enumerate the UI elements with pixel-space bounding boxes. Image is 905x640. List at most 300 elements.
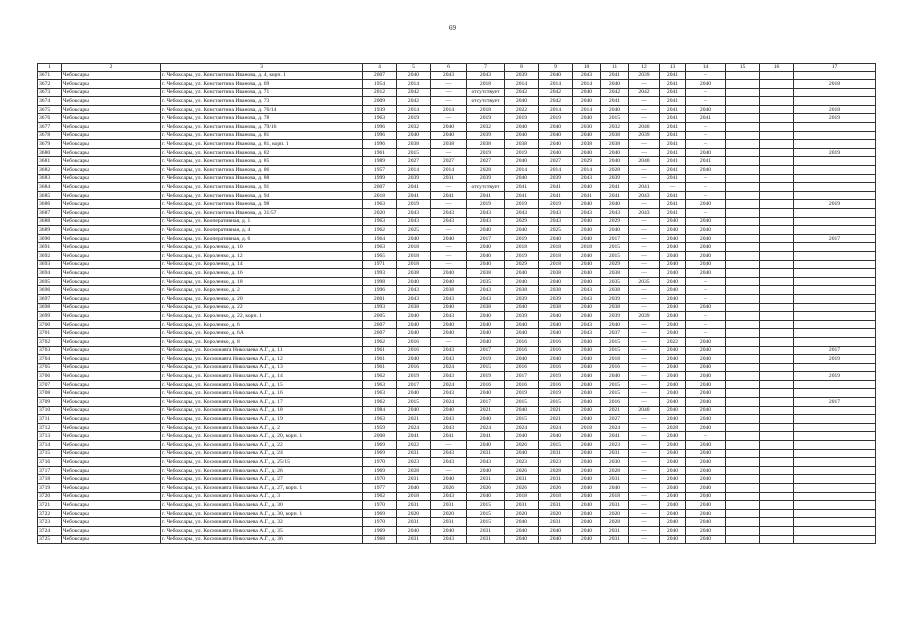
table-cell: Чебоксары: [62, 131, 161, 140]
table-cell: 2019: [467, 355, 505, 364]
table-cell: [726, 501, 760, 510]
table-cell: 2041: [539, 191, 573, 200]
table-cell: 2040: [686, 501, 726, 510]
table-cell: 2038: [397, 303, 431, 312]
table-cell: —: [629, 303, 660, 312]
table-cell: 2040: [686, 243, 726, 252]
table-cell: 2040: [660, 466, 686, 475]
table-cell: —: [629, 286, 660, 295]
table-cell: 2018: [794, 80, 876, 89]
table-cell: 2018: [794, 105, 876, 114]
table-cell: [726, 209, 760, 218]
table-cell: 2040: [539, 535, 573, 544]
table-row: [38, 200, 876, 209]
table-cell: [794, 484, 876, 493]
table-cell: —: [629, 200, 660, 209]
table-cell: [726, 509, 760, 518]
table-cell: 2023: [539, 458, 573, 467]
table-cell: 2038: [431, 140, 467, 149]
table-cell: 2043: [629, 191, 660, 200]
table-row: [38, 312, 876, 321]
table-cell: 1969: [363, 509, 397, 518]
table-cell: —: [431, 337, 467, 346]
table-cell: –: [686, 174, 726, 183]
table-cell: 2040: [539, 320, 573, 329]
table-cell: г. Чебоксары, ул. Космонавта Николаева А.Г., д. 36: [161, 535, 363, 544]
table-cell: 2040: [431, 329, 467, 338]
table-cell: [794, 449, 876, 458]
table-cell: 2040: [397, 484, 431, 493]
table-cell: [794, 406, 876, 415]
table-cell: 1965: [363, 251, 397, 260]
table-cell: 2039: [505, 312, 539, 321]
table-cell: 2014: [397, 80, 431, 89]
table-cell: –: [686, 312, 726, 321]
column-header: 14: [686, 64, 726, 72]
table-cell: 2005: [363, 312, 397, 321]
table-cell: 3718: [38, 475, 62, 484]
table-cell: 2040: [686, 148, 726, 157]
table-cell: 1970: [363, 458, 397, 467]
table-cell: 2040: [686, 423, 726, 432]
table-cell: 2017: [505, 372, 539, 381]
table-row: [38, 286, 876, 295]
table-cell: г. Чебоксары, ул. Космонавта Николаева А.Г., д. 14: [161, 372, 363, 381]
table-cell: —: [629, 363, 660, 372]
table-cell: [760, 260, 794, 269]
table-cell: 2009: [363, 97, 397, 106]
table-cell: 2040: [686, 260, 726, 269]
table-cell: —: [629, 260, 660, 269]
table-cell: [760, 380, 794, 389]
table-cell: 3673: [38, 88, 62, 97]
table-cell: 2040: [660, 380, 686, 389]
table-cell: 2040: [539, 234, 573, 243]
table-cell: 3682: [38, 166, 62, 175]
table-cell: 1971: [363, 260, 397, 269]
table-cell: 2043: [431, 449, 467, 458]
table-cell: —: [431, 466, 467, 475]
table-row: [38, 406, 876, 415]
table-cell: 2019: [467, 200, 505, 209]
table-cell: [760, 88, 794, 97]
table-cell: 2042: [539, 88, 573, 97]
table-cell: 2040: [686, 105, 726, 114]
table-cell: 1984: [363, 406, 397, 415]
table-cell: 2030: [601, 458, 629, 467]
table-cell: 3705: [38, 363, 62, 372]
table-cell: 2039: [629, 71, 660, 80]
table-cell: —: [629, 432, 660, 441]
table-cell: 2043: [539, 209, 573, 218]
table-cell: 2040: [573, 372, 601, 381]
table-cell: Чебоксары: [62, 432, 161, 441]
table-cell: г. Чебоксары, ул. Константина Иванова, д. 69: [161, 80, 363, 89]
table-cell: Чебоксары: [62, 509, 161, 518]
table-cell: 2018: [573, 423, 601, 432]
table-cell: 3680: [38, 148, 62, 157]
table-cell: 2040: [397, 389, 431, 398]
table-cell: 2040: [573, 337, 601, 346]
table-cell: [760, 174, 794, 183]
table-cell: 3701: [38, 329, 62, 338]
table-cell: 2015: [601, 337, 629, 346]
table-cell: 1961: [363, 355, 397, 364]
table-cell: г. Чебоксары, ул. Космонавта Николаева А.Г., д. 15: [161, 380, 363, 389]
table-cell: 2014: [505, 80, 539, 89]
table-cell: 2040: [686, 398, 726, 407]
table-cell: 2040: [573, 380, 601, 389]
table-cell: 2040: [467, 415, 505, 424]
table-cell: 2015: [467, 501, 505, 510]
table-cell: 2019: [467, 114, 505, 123]
table-cell: 2040: [505, 174, 539, 183]
table-cell: 2038: [397, 140, 431, 149]
table-cell: 2040: [397, 131, 431, 140]
table-cell: 3710: [38, 406, 62, 415]
table-cell: 2017: [601, 234, 629, 243]
table-row: [38, 320, 876, 329]
table-cell: 2031: [539, 518, 573, 527]
table-cell: 2019: [397, 200, 431, 209]
table-cell: –: [686, 191, 726, 200]
table-cell: [794, 380, 876, 389]
table-cell: 3696: [38, 286, 62, 295]
table-cell: 3677: [38, 123, 62, 132]
table-cell: 2026: [505, 484, 539, 493]
table-cell: 2018: [363, 191, 397, 200]
table-cell: 3725: [38, 535, 62, 544]
table-cell: 2015: [539, 441, 573, 450]
table-cell: 3719: [38, 484, 62, 493]
table-cell: 2041: [660, 148, 686, 157]
table-cell: 2039: [601, 294, 629, 303]
table-cell: 2031: [601, 475, 629, 484]
table-cell: —: [431, 97, 467, 106]
table-cell: 2040: [505, 355, 539, 364]
table-cell: 2020: [601, 509, 629, 518]
table-cell: 2031: [601, 526, 629, 535]
table-cell: —: [629, 269, 660, 278]
table-row: [38, 148, 876, 157]
table-cell: 2031: [601, 501, 629, 510]
column-header: 8: [505, 64, 539, 72]
table-cell: 2043: [397, 209, 431, 218]
table-cell: [760, 346, 794, 355]
table-cell: [794, 518, 876, 527]
table-cell: 1977: [363, 484, 397, 493]
table-cell: [726, 243, 760, 252]
table-cell: 3704: [38, 355, 62, 364]
table-cell: 2040: [601, 320, 629, 329]
table-cell: [726, 320, 760, 329]
table-cell: [726, 140, 760, 149]
table-cell: 2043: [573, 294, 601, 303]
table-cell: 1962: [363, 398, 397, 407]
table-cell: 2019: [397, 372, 431, 381]
table-cell: 2040: [573, 415, 601, 424]
table-cell: г. Чебоксары, ул. Константина Иванова, д. 78: [161, 114, 363, 123]
table-cell: 3681: [38, 157, 62, 166]
table-cell: 2040: [573, 226, 601, 235]
table-cell: 2040: [686, 80, 726, 89]
table-cell: [726, 234, 760, 243]
table-cell: [794, 88, 876, 97]
table-cell: [794, 183, 876, 192]
table-cell: 2040: [539, 526, 573, 535]
table-cell: 2040: [467, 337, 505, 346]
table-cell: 2038: [573, 140, 601, 149]
table-cell: [760, 312, 794, 321]
table-cell: 2018: [505, 243, 539, 252]
table-cell: 1993: [363, 269, 397, 278]
table-cell: 2040: [431, 475, 467, 484]
table-cell: 2043: [397, 294, 431, 303]
table-cell: 1970: [363, 475, 397, 484]
table-cell: г. Чебоксары, ул. Космонавта Николаева А.Г., д. 12: [161, 355, 363, 364]
table-cell: 2014: [539, 105, 573, 114]
table-cell: г. Чебоксары, ул. Константина Иванова, д. 81, корп. 1: [161, 140, 363, 149]
table-cell: 2019: [467, 372, 505, 381]
table-row: [38, 466, 876, 475]
table-cell: г. Чебоксары, ул. Короленко, д. 10: [161, 243, 363, 252]
table-cell: [726, 294, 760, 303]
table-cell: 2016: [539, 346, 573, 355]
table-cell: [794, 337, 876, 346]
table-cell: [726, 174, 760, 183]
table-cell: [726, 88, 760, 97]
table-cell: —: [629, 251, 660, 260]
table-cell: 2018: [601, 355, 629, 364]
table-cell: [760, 501, 794, 510]
table-cell: –: [686, 209, 726, 218]
table-cell: [794, 217, 876, 226]
table-cell: 2024: [539, 423, 573, 432]
table-cell: [726, 71, 760, 80]
table-cell: 1954: [363, 80, 397, 89]
table-cell: 2031: [467, 449, 505, 458]
table-cell: [726, 363, 760, 372]
table-cell: 2028: [660, 423, 686, 432]
table-cell: 2017: [467, 234, 505, 243]
table-cell: 2043: [431, 346, 467, 355]
table-cell: 2040: [539, 123, 573, 132]
table-cell: 2040: [660, 518, 686, 527]
table-cell: [760, 209, 794, 218]
table-cell: 2040: [660, 389, 686, 398]
column-header: 17: [794, 64, 876, 72]
table-cell: 2040: [573, 234, 601, 243]
table-cell: Чебоксары: [62, 320, 161, 329]
table-cell: 2024: [505, 423, 539, 432]
table-cell: 2040: [686, 355, 726, 364]
column-header: 5: [397, 64, 431, 72]
table-cell: [794, 131, 876, 140]
table-row: [38, 526, 876, 535]
table-cell: 2031: [397, 535, 431, 544]
table-cell: 2040: [505, 97, 539, 106]
table-cell: [760, 97, 794, 106]
table-cell: 2029: [601, 217, 629, 226]
table-cell: 2040: [686, 372, 726, 381]
table-cell: 2040: [467, 251, 505, 260]
table-cell: 2043: [431, 372, 467, 381]
table-row: [38, 432, 876, 441]
table-cell: г. Чебоксары, ул. Короленко, д. 22: [161, 303, 363, 312]
table-cell: 2043: [397, 217, 431, 226]
table-cell: —: [629, 509, 660, 518]
table-cell: —: [629, 337, 660, 346]
table-cell: 2043: [431, 492, 467, 501]
table-cell: г. Чебоксары, ул. Космонавта Николаева А.Г., д. 30: [161, 501, 363, 510]
table-cell: 2041: [601, 432, 629, 441]
table-cell: г. Чебоксары, ул. Космонавта Николаева А.Г., д. 16: [161, 389, 363, 398]
table-cell: [726, 535, 760, 544]
table-cell: 3708: [38, 389, 62, 398]
table-cell: 2040: [686, 458, 726, 467]
table-cell: 1969: [363, 466, 397, 475]
table-cell: 2019: [505, 234, 539, 243]
table-cell: 2043: [431, 71, 467, 80]
table-cell: 3675: [38, 105, 62, 114]
table-cell: 2040: [660, 492, 686, 501]
table-row: [38, 269, 876, 278]
table-cell: [726, 355, 760, 364]
table-cell: 3724: [38, 526, 62, 535]
table-cell: [760, 183, 794, 192]
table-cell: 2041: [601, 183, 629, 192]
table-cell: 3687: [38, 209, 62, 218]
table-cell: —: [629, 243, 660, 252]
table-cell: 2040: [505, 535, 539, 544]
table-cell: 2019: [794, 372, 876, 381]
table-cell: 2015: [601, 114, 629, 123]
table-cell: 2040: [660, 458, 686, 467]
table-cell: 2040: [539, 131, 573, 140]
table-cell: 2043: [573, 71, 601, 80]
table-cell: 2019: [505, 114, 539, 123]
table-cell: [726, 217, 760, 226]
table-cell: 2042: [539, 97, 573, 106]
table-cell: [726, 157, 760, 166]
table-cell: 2043: [467, 286, 505, 295]
table-cell: 3691: [38, 243, 62, 252]
table-cell: 2040: [573, 200, 601, 209]
table-cell: г. Чебоксары, ул. Космонавта Николаева А.Г., д. 18: [161, 406, 363, 415]
table-cell: 2040: [686, 415, 726, 424]
table-cell: Чебоксары: [62, 475, 161, 484]
table-cell: 2028: [467, 166, 505, 175]
table-cell: [794, 226, 876, 235]
table-cell: —: [629, 458, 660, 467]
table-cell: 2021: [467, 406, 505, 415]
table-cell: 2042: [601, 88, 629, 97]
table-cell: [760, 294, 794, 303]
table-cell: 2040: [660, 312, 686, 321]
table-cell: 2040: [573, 148, 601, 157]
table-cell: [726, 200, 760, 209]
table-cell: 2041: [660, 80, 686, 89]
table-cell: –: [686, 97, 726, 106]
table-cell: 2040: [686, 200, 726, 209]
table-cell: 2031: [431, 518, 467, 527]
table-cell: [760, 329, 794, 338]
table-cell: 2012: [363, 88, 397, 97]
table-cell: 2015: [601, 251, 629, 260]
table-cell: —: [629, 166, 660, 175]
table-cell: 2041: [660, 174, 686, 183]
table-cell: 2024: [431, 363, 467, 372]
table-cell: [760, 148, 794, 157]
column-header: 15: [726, 64, 760, 72]
table-cell: [726, 415, 760, 424]
table-cell: 2040: [686, 346, 726, 355]
table-cell: [794, 329, 876, 338]
column-header: 7: [467, 64, 505, 72]
table-cell: —: [629, 234, 660, 243]
table-cell: 2040: [686, 449, 726, 458]
table-cell: 2040: [660, 294, 686, 303]
table-cell: Чебоксары: [62, 123, 161, 132]
table-cell: [726, 269, 760, 278]
table-cell: [794, 475, 876, 484]
table-cell: 2020: [363, 209, 397, 218]
table-cell: 2040: [397, 71, 431, 80]
table-cell: 2040: [573, 484, 601, 493]
table-cell: 2015: [397, 148, 431, 157]
table-cell: Чебоксары: [62, 484, 161, 493]
table-cell: 3716: [38, 458, 62, 467]
table-cell: 2040: [686, 492, 726, 501]
table-cell: —: [431, 80, 467, 89]
table-cell: 3683: [38, 174, 62, 183]
table-cell: 2027: [467, 157, 505, 166]
table-cell: 2023: [397, 458, 431, 467]
table-cell: 2021: [539, 415, 573, 424]
table-cell: [760, 518, 794, 527]
table-row: [38, 157, 876, 166]
table-cell: 2043: [467, 458, 505, 467]
table-cell: 2014: [397, 105, 431, 114]
table-cell: [794, 174, 876, 183]
table-cell: [726, 492, 760, 501]
table-cell: —: [660, 183, 686, 192]
table-cell: 2025: [397, 226, 431, 235]
table-cell: 2040: [660, 251, 686, 260]
table-cell: [726, 191, 760, 200]
table-cell: [726, 346, 760, 355]
table-cell: 2040: [601, 226, 629, 235]
table-cell: 2040: [573, 114, 601, 123]
table-cell: г. Чебоксары, ул. Космонавта Николаева А.Г., д. 35: [161, 526, 363, 535]
table-cell: [726, 518, 760, 527]
table-cell: —: [431, 260, 467, 269]
table-cell: 2040: [660, 526, 686, 535]
table-cell: [760, 372, 794, 381]
table-cell: 2040: [660, 355, 686, 364]
table-cell: 2040: [573, 131, 601, 140]
table-cell: 2029: [601, 260, 629, 269]
table-cell: 2040: [686, 466, 726, 475]
table-cell: 2023: [601, 441, 629, 450]
table-cell: 2038: [467, 140, 505, 149]
table-cell: 2027: [539, 157, 573, 166]
table-cell: г. Чебоксары, ул. Космонавта Николаева А.Г., д. 13: [161, 363, 363, 372]
table-cell: 2040: [431, 406, 467, 415]
table-cell: 2028: [601, 466, 629, 475]
column-header: 2: [62, 64, 161, 72]
table-cell: 2040: [573, 355, 601, 364]
